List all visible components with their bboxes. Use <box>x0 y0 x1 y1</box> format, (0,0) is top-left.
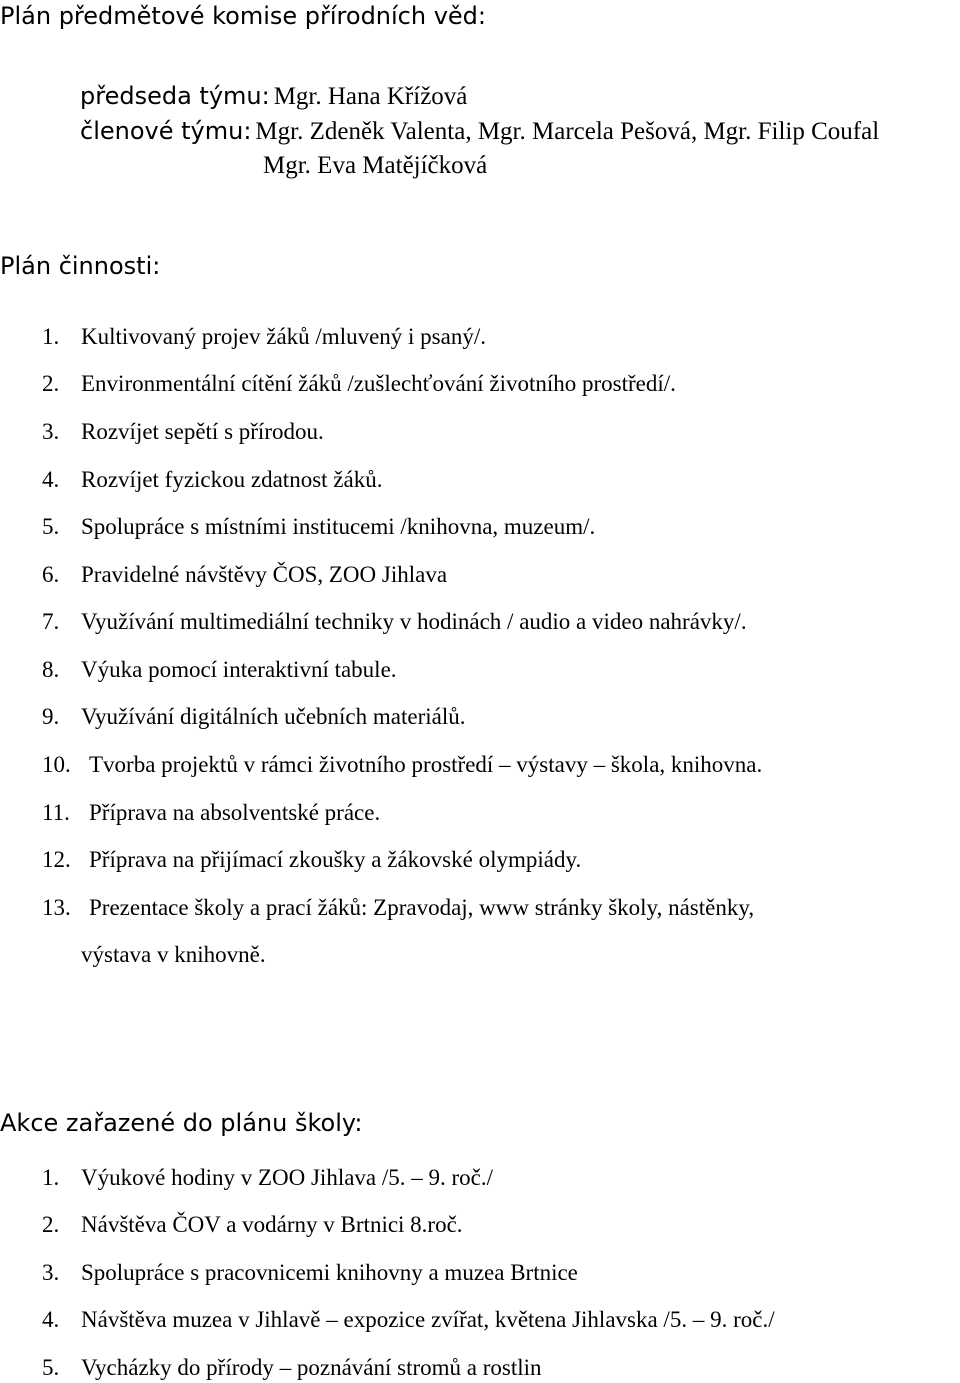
item-text: Návštěva muzea v Jihlavě – expozice zvířat, květena Jihlavska /5. – 9. roč./ <box>81 1307 775 1332</box>
item-text: Rozvíjet fyzickou zdatnost žáků. <box>81 467 383 492</box>
item-text: Výuka pomocí interaktivní tabule. <box>81 657 397 682</box>
team-members-names: Mgr. Zdeněk Valenta, Mgr. Marcela Pešová, Mgr. Filip Coufal <box>255 118 880 145</box>
item-text: Pravidelné návštěvy ČOS, ZOO Jihlava <box>81 562 448 587</box>
activities-heading: Plán činnosti: <box>0 252 161 280</box>
item-text: Využívání digitálních učebních materiálů. <box>81 704 466 729</box>
document-title: Plán předmětové komise přírodních věd: <box>0 2 486 30</box>
item-number: 4. <box>42 467 60 492</box>
item-number: 4. <box>42 1307 60 1332</box>
team-members-names-continued: Mgr. Eva Matějíčková <box>263 152 488 179</box>
item-text: Příprava na přijímací zkoušky a žákovské olympiády. <box>89 847 582 872</box>
item-number: 5. <box>42 514 60 539</box>
item-text: Výukové hodiny v ZOO Jihlava /5. – 9. roč./ <box>81 1165 494 1190</box>
team-members-label: členové týmu: <box>80 117 252 145</box>
item-number: 13. <box>42 895 71 920</box>
item-number: 11. <box>42 800 70 825</box>
item-number: 10. <box>42 752 71 777</box>
item-number: 5. <box>42 1355 60 1380</box>
item-number: 1. <box>42 324 60 349</box>
item-text: Vycházky do přírody – poznávání stromů a rostlin <box>81 1355 542 1380</box>
item-text: Tvorba projektů v rámci životního prostředí – výstavy – škola, knihovna. <box>89 752 763 777</box>
item-text-continued: výstava v knihovně. <box>81 942 266 967</box>
item-text: Návštěva ČOV a vodárny v Brtnici 8.roč. <box>81 1212 463 1237</box>
item-text: Prezentace školy a prací žáků: Zpravodaj, www stránky školy, nástěnky, <box>89 895 755 920</box>
item-number: 9. <box>42 704 60 729</box>
item-text: Rozvíjet sepětí s přírodou. <box>81 419 324 444</box>
item-number: 8. <box>42 657 60 682</box>
team-chair-line <box>80 84 467 109</box>
item-text: Kultivovaný projev žáků /mluvený i psaný/. <box>81 324 486 349</box>
item-number: 2. <box>42 371 60 396</box>
item-number: 3. <box>42 1260 60 1285</box>
item-text: Spolupráce s pracovnicemi knihovny a muzea Brtnice <box>81 1260 578 1285</box>
school-actions-heading: Akce zařazené do plánu školy: <box>0 1109 363 1137</box>
item-text: Příprava na absolventské práce. <box>89 800 381 825</box>
team-chair-label: předseda týmu: <box>80 82 270 110</box>
item-number: 6. <box>42 562 60 587</box>
item-text: Využívání multimediální techniky v hodinách / audio a video nahrávky/. <box>81 609 747 634</box>
item-number: 1. <box>42 1165 60 1190</box>
item-text: Spolupráce s místními institucemi /knihovna, muzeum/. <box>81 514 596 539</box>
item-number: 12. <box>42 847 71 872</box>
item-number: 7. <box>42 609 60 634</box>
team-members-line <box>80 119 879 144</box>
team-chair-names: Mgr. Hana Křížová <box>273 83 468 110</box>
item-number: 3. <box>42 419 60 444</box>
item-text: Environmentální cítění žáků /zušlechťování životního prostředí/. <box>81 371 676 396</box>
item-number: 2. <box>42 1212 60 1237</box>
